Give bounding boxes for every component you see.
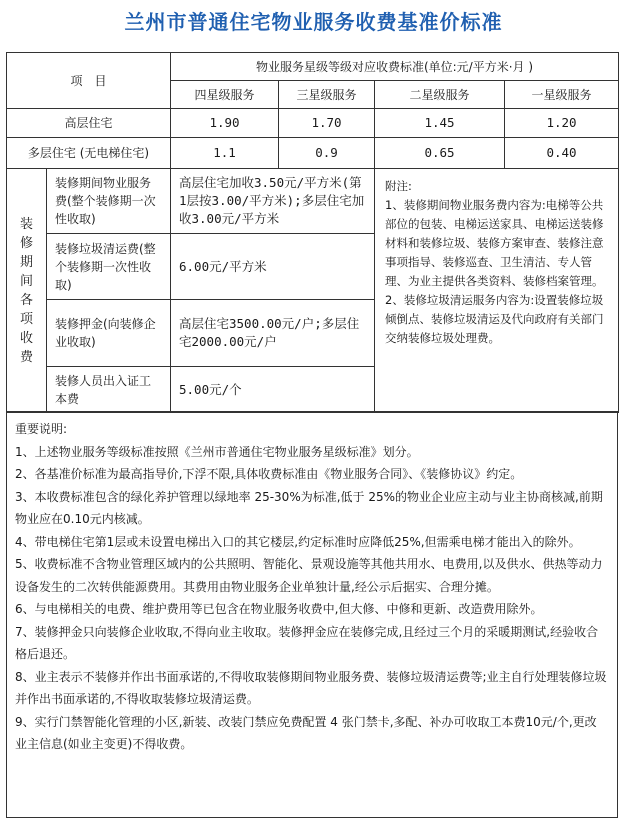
level-header: 二星级服务 [375,81,505,109]
vertical-char: 期 [19,254,33,270]
vertical-char: 间 [19,273,33,289]
renovation-group-label [7,169,47,413]
price-cell: 0.65 [375,138,505,169]
price-cell: 0.9 [279,138,375,169]
reno-item-value: 5.00元/个 [171,367,375,413]
level-header: 四星级服务 [171,81,279,109]
price-cell: 1.45 [375,109,505,138]
notes-cell [375,169,619,413]
vertical-char: 各 [19,292,33,308]
reno-item-value: 高层住宅3500.00元/户;多层住宅2000.00元/户 [171,300,375,367]
vertical-char: 收 [19,330,33,346]
fee-table [6,52,619,413]
reno-item-value: 6.00元/平方米 [171,234,375,300]
vertical-char: 修 [19,235,33,251]
important-item: 2、各基准价标准为最高指导价,下浮不限,具体收费标准由《物业服务合同》、《装修协议》约定。 [15,467,523,481]
vertical-char: 装 [19,216,33,232]
row-name: 高层住宅 [7,109,171,138]
note-item: 2、装修垃圾清运服务内容为:设置装修垃圾倾倒点、装修垃圾清运及代向政府有关部门交纳装修垃圾处理费。 [385,293,604,345]
price-cell: 0.40 [505,138,619,169]
row-name: 多层住宅 (无电梯住宅) [7,138,171,169]
reno-item-name: 装修期间物业服务费(整个装修期一次性收取) [47,169,171,234]
page-title: 兰州市普通住宅物业服务收费基准价标准 [124,10,503,34]
important-item: 1、上述物业服务等级标准按照《兰州市普通住宅物业服务星级标准》划分。 [15,444,419,459]
price-cell: 1.90 [171,109,279,138]
important-item: 4、带电梯住宅第1层或未设置电梯出入口的其它楼层,约定标准时应降低25%,但需乘电梯才能出入的除外。 [15,534,581,549]
important-item: 3、本收费标准包含的绿化养护管理以绿地率 25-30%为标准,低于 25%的物业企业应主动与业主协商核减,前期物业应在0.10元内核减。 [15,489,603,526]
group-header: 物业服务星级等级对应收费标准(单位:元/平方米·月 ) [171,53,619,81]
item-header: 项 目 [7,53,171,109]
important-notes [6,411,618,818]
notes-heading: 附注: [385,179,412,193]
level-header: 一星级服务 [505,81,619,109]
level-header: 三星级服务 [279,81,375,109]
price-cell: 1.20 [505,109,619,138]
note-item: 1、装修期间物业服务费内容为:电梯等公共部位的包装、电梯运送家具、电梯运送装修材料和装修垃圾、装修方案审查、装修注意事项指导、装修巡查、卫生清洁、专人管理、为业主提供各类资料、装修档案管理。 [385,198,604,288]
reno-item-name: 装修人员出入证工本费 [47,367,171,413]
important-item: 8、业主表示不装修并作出书面承诺的,不得收取装修期间物业服务费、装修垃圾清运费等;业主自行处理装修垃圾并作出书面承诺的,不得收取装修垃圾清运费。 [15,669,607,706]
reno-item-name: 装修垃圾清运费(整个装修期一次性收取) [47,234,171,300]
important-item: 7、装修押金只向装修企业收取,不得向业主收取。装修押金应在装修完成,且经过三个月的采暖期测试,经验收合格后退还。 [15,624,599,661]
important-item: 6、与电梯相关的电费、维护费用等已包含在物业服务收费中,但大修、中修和更新、改造费用除外。 [15,602,543,616]
important-heading: 重要说明: [15,422,68,436]
reno-item-value: 高层住宅加收3.50元/平方米(第1层按3.00/平方米);多层住宅加收3.00元/平方米 [171,169,375,234]
price-cell: 1.1 [171,138,279,169]
reno-item-name: 装修押金(向装修企业收取) [47,300,171,367]
price-cell: 1.70 [279,109,375,138]
vertical-char: 费 [19,349,33,365]
vertical-char: 项 [19,311,33,327]
important-item: 9、实行门禁智能化管理的小区,新装、改装门禁应免费配置 4 张门禁卡,多配、补办可收取工本费10元/个,更改业主信息(如业主变更)不得收费。 [15,714,597,751]
important-item: 5、收费标准不含物业管理区域内的公共照明、智能化、景观设施等其他共用水、电费用,以及供水、供热等动力设备发生的二次转供能源费用。其费用由物业服务企业单独计量,经公示后据实、合理分摊。 [15,557,603,594]
